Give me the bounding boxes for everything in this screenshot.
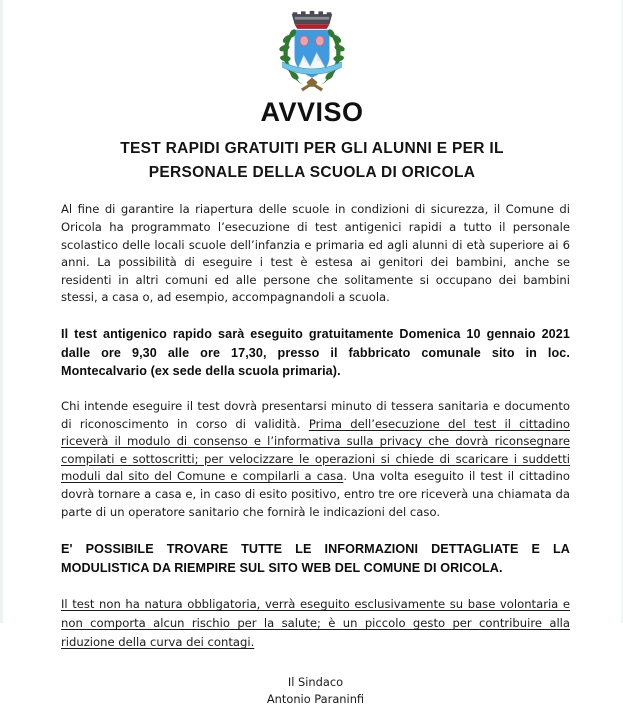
- page-title: AVVISO: [260, 97, 364, 127]
- emblem-container: [3, 0, 621, 96]
- procedure-text-start: Chi intende eseguire il test dovrà presentarsi minuto di tessera sanitaria e documento di riconoscimento in corso di validità.: [61, 398, 570, 431]
- paragraph-when-where: Il test antigenico rapido sarà eseguito gratuitamente Domenica 10 gennaio 2021 dalle ore 9,30 alle ore 17,30, presso il fabbricato comunale sito in loc. Montecalvario (ex sede della scuola primaria).: [61, 327, 570, 379]
- page-subtitle: [55, 137, 569, 185]
- procedure-text-underlined: Prima dell’esecuzione del test il cittadino riceverà il modulo di consenso e l’informativa sulla privacy che dovrà riconsegnare compilati e sottoscritti; per velocizzare le operazioni si chiede di scaricare i suddetti moduli dal sito del Comune e compilarli a casa: [61, 416, 570, 484]
- signature-name: Antonio Paraninfi: [266, 691, 365, 706]
- notice-body: [61, 201, 570, 708]
- procedure-text-end: . Una volta eseguito il test il cittadino dovrà tornare a casa e, in caso di esito positivo, entro tre ore riceverà una chiamata da parte di un operatore sanitario che fornirà le indicazioni del caso.: [61, 469, 570, 519]
- signature-block: [61, 674, 570, 708]
- subtitle-line-2: PERSONALE DELLA SCUOLA DI ORICOLA: [148, 164, 476, 182]
- paragraph-website-info: E' POSSIBILE TROVARE TUTTE LE INFORMAZIONI DETTAGLIATE E LA MODULISTICA DA RIEMPIRE SUL SITO WEB DEL COMUNE DI ORICOLA.: [61, 542, 570, 575]
- paragraph-procedure: [61, 398, 570, 521]
- paragraph-intro: Al fine di garantire la riapertura delle scuole in condizioni di sicurezza, il Comune di Oricola ha programmato l’esecuzione di test antigenici rapidi a tutto il personale scolastico delle locali scuole dell’infanzia e primaria ed agli alunni di età superiore ai 6 anni. La possibilità di eseguire i test è estesa ai genitori dei bambini, anche se residenti in altri comuni ed alle persone che solitamente si occupano dei bambini stessi, a casa o, ad esempio, accompagnandoli a scuola.: [61, 202, 570, 305]
- subtitle-line-1: TEST RAPIDI GRATUITI PER GLI ALUNNI E PER IL: [120, 140, 504, 158]
- municipal-coat-of-arms-icon: [266, 4, 358, 96]
- signature-role: Il Sindaco: [287, 674, 344, 689]
- paragraph-voluntary: Il test non ha natura obbligatoria, verrà eseguito esclusivamente su base volontaria e non comporta alcun rischio per la salute; è un piccolo gesto per contribuire alla riduzione della curva dei contagi.: [61, 597, 570, 649]
